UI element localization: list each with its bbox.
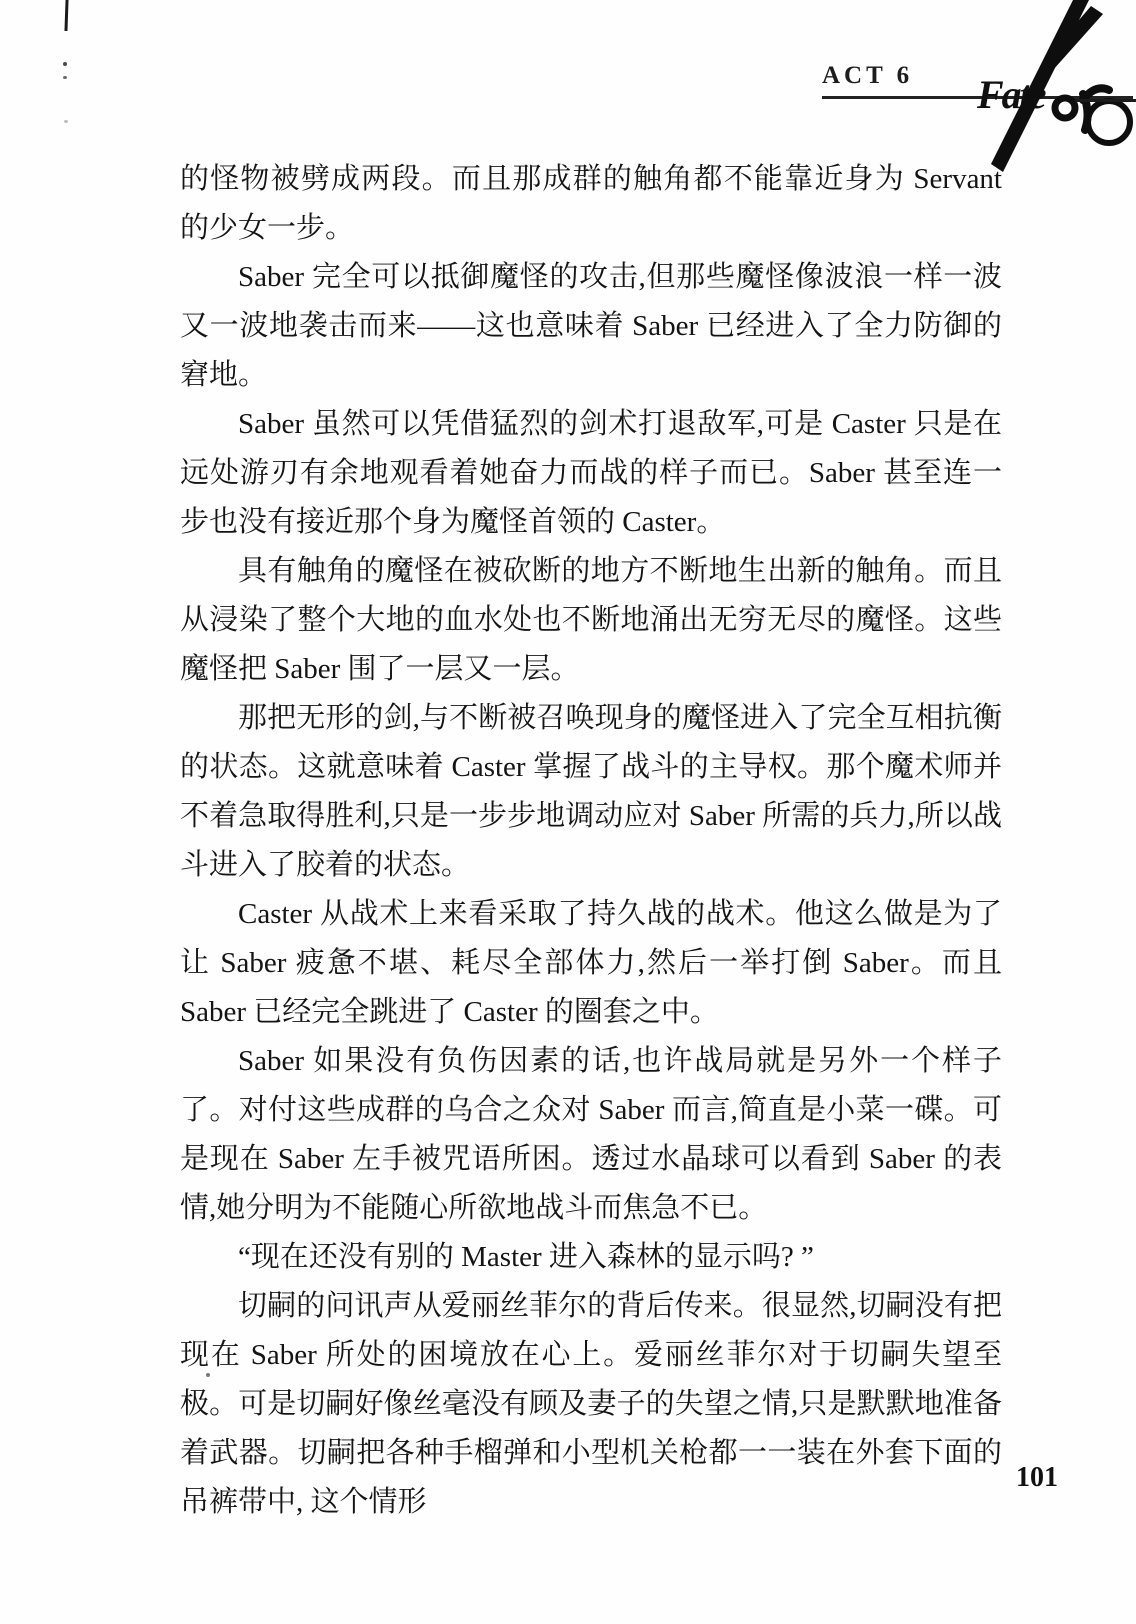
logo-e <box>1055 98 1075 118</box>
scan-artifact-dot <box>64 120 68 123</box>
paragraph: Saber 完全可以抵御魔怪的攻击,但那些魔怪像波浪一样一波又一波地袭击而来——这也意味着 Saber 已经进入了全力防御的窘地。 <box>180 261 1002 391</box>
scan-artifact-bar <box>64 0 68 31</box>
paragraph: Saber 虽然可以凭借猛烈的剑术打退敌军,可是 Caster 只是在远处游刃有余地观看着她奋力而战的样子而已。Saber 甚至连一步也没有接近那个身为魔怪首领的 Caster。 <box>180 408 1002 538</box>
paragraph-dialogue: “现在还没有别的 Master 进入森林的显示吗? ” <box>238 1241 814 1273</box>
body-text <box>180 155 1002 1527</box>
logo-rule-overlap <box>1075 99 1136 102</box>
scan-artifact-dot <box>63 62 67 66</box>
logo-o-ring <box>1088 101 1130 143</box>
paragraph: 具有触角的魔怪在被砍断的地方不断地生出新的触角。而且从浸染了整个大地的血水处也不断地涌出无穷无尽的魔怪。这些魔怪把 Saber 围了一层又一层。 <box>180 555 1002 685</box>
paragraph: 那把无形的剑,与不断被召唤现身的魔怪进入了完全互相抗衡的状态。这就意味着 Caster 掌握了战斗的主导权。那个魔术师并不着急取得胜利,只是一步步地调动应对 Saber 所需的兵力,所以战斗进入了胶着的状态。 <box>180 702 1002 881</box>
fate-zero-logo <box>925 0 1136 175</box>
page-number: 101 <box>1016 1462 1058 1493</box>
act-heading: ACT 6 <box>822 62 914 89</box>
paragraph: 切嗣的问讯声从爱丽丝菲尔的背后传来。很显然,切嗣没有把现在 Saber 所处的困境放在心上。爱丽丝菲尔对于切嗣失望至极。可是切嗣好像丝毫没有顾及妻子的失望之情,只是默默地准备着武器。切嗣把各种手榴弹和小型机关枪都一一装在外套下面的吊裤带中, 这个情形 <box>180 1290 1002 1518</box>
logo-fate-text: Fate <box>977 72 1045 117</box>
paragraph: Saber 如果没有负伤因素的话,也许战局就是另外一个样子了。对付这些成群的乌合之众对 Saber 而言,简直是小菜一碟。可是现在 Saber 左手被咒语所困。透过水晶球可以看到 Saber 的表情,她分明为不能随心所欲地战斗而焦急不已。 <box>180 1045 1002 1224</box>
fate-zero-logo-graphic <box>925 0 1136 175</box>
paragraph: 的怪物被劈成两段。而且那成群的触角都不能靠近身为 Servant 的少女一步。 <box>180 163 1002 244</box>
paragraph: Caster 从战术上来看采取了持久战的战术。他这么做是为了让 Saber 疲惫不堪、耗尽全部体力,然后一举打倒 Saber。而且 Saber 已经完全跳进了 Caster 的圈套之中。 <box>180 898 1002 1028</box>
scan-artifact-dot <box>63 76 67 79</box>
